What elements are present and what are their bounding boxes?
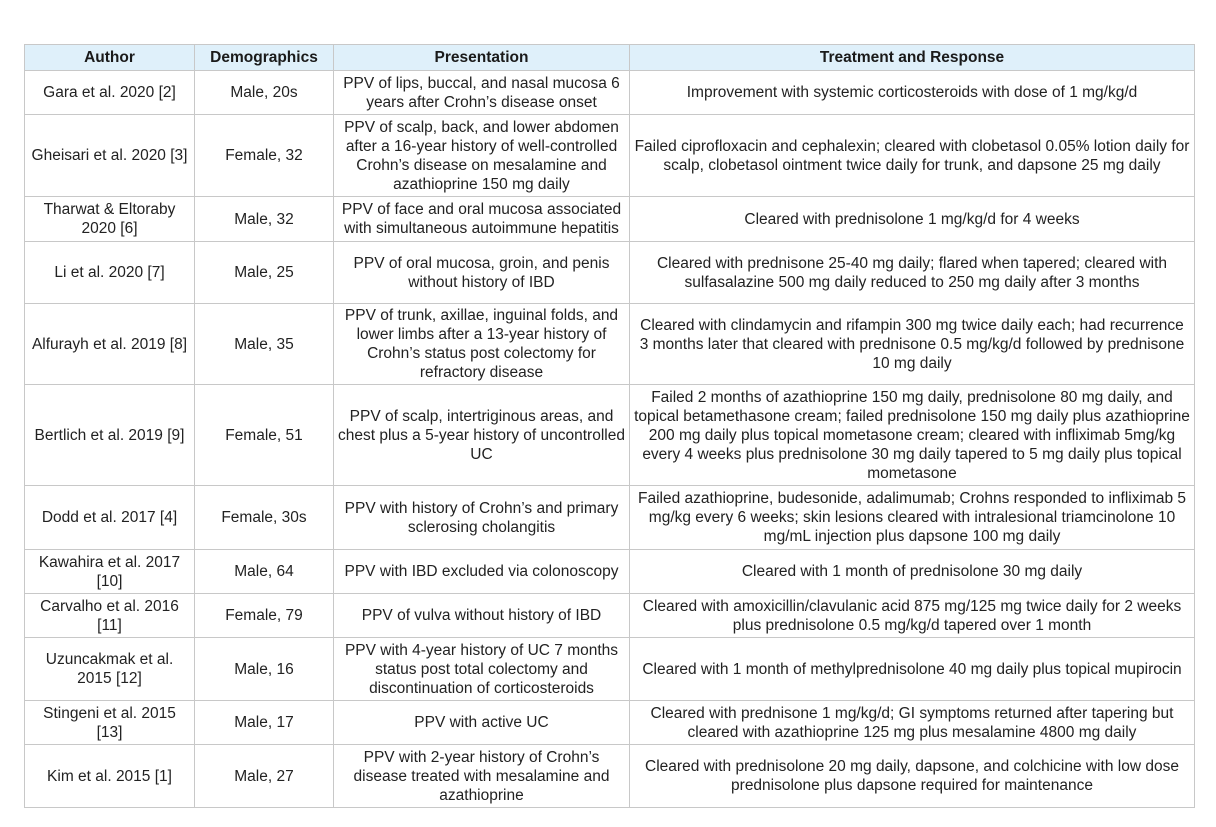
treatment-cell: Failed azathioprine, budesonide, adalimumab; Crohns responded to infliximab 5 mg/kg every 6 weeks; skin lesions cleared with intralesional triamcinolone 10 mg/mL injection plus dapsone 100 mg daily bbox=[630, 486, 1195, 550]
table-header-row bbox=[25, 45, 1195, 71]
table-row bbox=[25, 594, 1195, 638]
author-cell: Li et al. 2020 [7] bbox=[25, 242, 195, 304]
author-cell: Kawahira et al. 2017 [10] bbox=[25, 550, 195, 594]
demographics-cell: Male, 25 bbox=[195, 242, 334, 304]
author-cell: Gara et al. 2020 [2] bbox=[25, 71, 195, 115]
demographics-cell: Male, 17 bbox=[195, 701, 334, 745]
header-treatment-and-response: Treatment and Response bbox=[630, 45, 1195, 71]
author-cell: Gheisari et al. 2020 [3] bbox=[25, 115, 195, 197]
treatment-cell: Cleared with 1 month of methylprednisolone 40 mg daily plus topical mupirocin bbox=[630, 638, 1195, 701]
demographics-cell: Male, 35 bbox=[195, 304, 334, 385]
demographics-cell: Male, 16 bbox=[195, 638, 334, 701]
table-row bbox=[25, 486, 1195, 550]
table-row bbox=[25, 115, 1195, 197]
demographics-cell: Male, 64 bbox=[195, 550, 334, 594]
header-author: Author bbox=[25, 45, 195, 71]
presentation-cell: PPV of trunk, axillae, inguinal folds, and lower limbs after a 13-year history of Crohn’s status post colectomy for refractory disease bbox=[334, 304, 630, 385]
treatment-cell: Cleared with prednisolone 1 mg/kg/d for 4 weeks bbox=[630, 197, 1195, 242]
presentation-cell: PPV of scalp, intertriginous areas, and chest plus a 5-year history of uncontrolled UC bbox=[334, 385, 630, 486]
presentation-cell: PPV of oral mucosa, groin, and penis without history of IBD bbox=[334, 242, 630, 304]
presentation-cell: PPV of vulva without history of IBD bbox=[334, 594, 630, 638]
presentation-cell: PPV with active UC bbox=[334, 701, 630, 745]
demographics-cell: Male, 32 bbox=[195, 197, 334, 242]
presentation-cell: PPV with IBD excluded via colonoscopy bbox=[334, 550, 630, 594]
table-container bbox=[24, 44, 1194, 808]
presentation-cell: PPV with history of Crohn’s and primary sclerosing cholangitis bbox=[334, 486, 630, 550]
treatment-cell: Failed 2 months of azathioprine 150 mg daily, prednisolone 80 mg daily, and topical betamethasone cream; failed prednisolone 150 mg daily plus azathioprine 200 mg daily plus topical mometasone cream; cleared with infliximab 5mg/kg every 4 weeks plus prednisolone 30 mg daily tapered to 5 mg daily plus topical mometasone bbox=[630, 385, 1195, 486]
table-row bbox=[25, 71, 1195, 115]
treatment-cell: Improvement with systemic corticosteroids with dose of 1 mg/kg/d bbox=[630, 71, 1195, 115]
presentation-cell: PPV of face and oral mucosa associated with simultaneous autoimmune hepatitis bbox=[334, 197, 630, 242]
treatment-cell: Cleared with prednisone 25-40 mg daily; flared when tapered; cleared with sulfasalazine 500 mg daily reduced to 250 mg daily after 3 months bbox=[630, 242, 1195, 304]
table-row bbox=[25, 197, 1195, 242]
header-presentation: Presentation bbox=[334, 45, 630, 71]
treatment-cell: Failed ciprofloxacin and cephalexin; cleared with clobetasol 0.05% lotion daily for scalp, clobetasol ointment twice daily for trunk, and dapsone 25 mg daily bbox=[630, 115, 1195, 197]
table-row bbox=[25, 638, 1195, 701]
demographics-cell: Male, 27 bbox=[195, 745, 334, 808]
author-cell: Tharwat & Eltoraby 2020 [6] bbox=[25, 197, 195, 242]
demographics-cell: Female, 32 bbox=[195, 115, 334, 197]
treatment-cell: Cleared with 1 month of prednisolone 30 mg daily bbox=[630, 550, 1195, 594]
demographics-cell: Female, 79 bbox=[195, 594, 334, 638]
author-cell: Bertlich et al. 2019 [9] bbox=[25, 385, 195, 486]
author-cell: Uzuncakmak et al. 2015 [12] bbox=[25, 638, 195, 701]
presentation-cell: PPV of lips, buccal, and nasal mucosa 6 years after Crohn’s disease onset bbox=[334, 71, 630, 115]
case-reports-table bbox=[24, 44, 1195, 808]
presentation-cell: PPV with 4-year history of UC 7 months status post total colectomy and discontinuation of corticosteroids bbox=[334, 638, 630, 701]
demographics-cell: Female, 51 bbox=[195, 385, 334, 486]
author-cell: Carvalho et al. 2016 [11] bbox=[25, 594, 195, 638]
demographics-cell: Male, 20s bbox=[195, 71, 334, 115]
author-cell: Alfurayh et al. 2019 [8] bbox=[25, 304, 195, 385]
table-row bbox=[25, 701, 1195, 745]
author-cell: Stingeni et al. 2015 [13] bbox=[25, 701, 195, 745]
table-row bbox=[25, 304, 1195, 385]
treatment-cell: Cleared with prednisolone 20 mg daily, dapsone, and colchicine with low dose prednisolone plus dapsone required for maintenance bbox=[630, 745, 1195, 808]
author-cell: Kim et al. 2015 [1] bbox=[25, 745, 195, 808]
table-row bbox=[25, 745, 1195, 808]
treatment-cell: Cleared with amoxicillin/clavulanic acid 875 mg/125 mg twice daily for 2 weeks plus prednisolone 0.5 mg/kg/d tapered over 1 month bbox=[630, 594, 1195, 638]
table-row bbox=[25, 550, 1195, 594]
table-row bbox=[25, 385, 1195, 486]
table-row bbox=[25, 242, 1195, 304]
presentation-cell: PPV of scalp, back, and lower abdomen after a 16-year history of well-controlled Crohn’s disease on mesalamine and azathioprine 150 mg daily bbox=[334, 115, 630, 197]
demographics-cell: Female, 30s bbox=[195, 486, 334, 550]
presentation-cell: PPV with 2-year history of Crohn’s disease treated with mesalamine and azathioprine bbox=[334, 745, 630, 808]
treatment-cell: Cleared with clindamycin and rifampin 300 mg twice daily each; had recurrence 3 months later that cleared with prednisone 0.5 mg/kg/d followed by prednisone 10 mg daily bbox=[630, 304, 1195, 385]
header-demographics: Demographics bbox=[195, 45, 334, 71]
treatment-cell: Cleared with prednisone 1 mg/kg/d; GI symptoms returned after tapering but cleared with azathioprine 125 mg plus mesalamine 4800 mg daily bbox=[630, 701, 1195, 745]
author-cell: Dodd et al. 2017 [4] bbox=[25, 486, 195, 550]
